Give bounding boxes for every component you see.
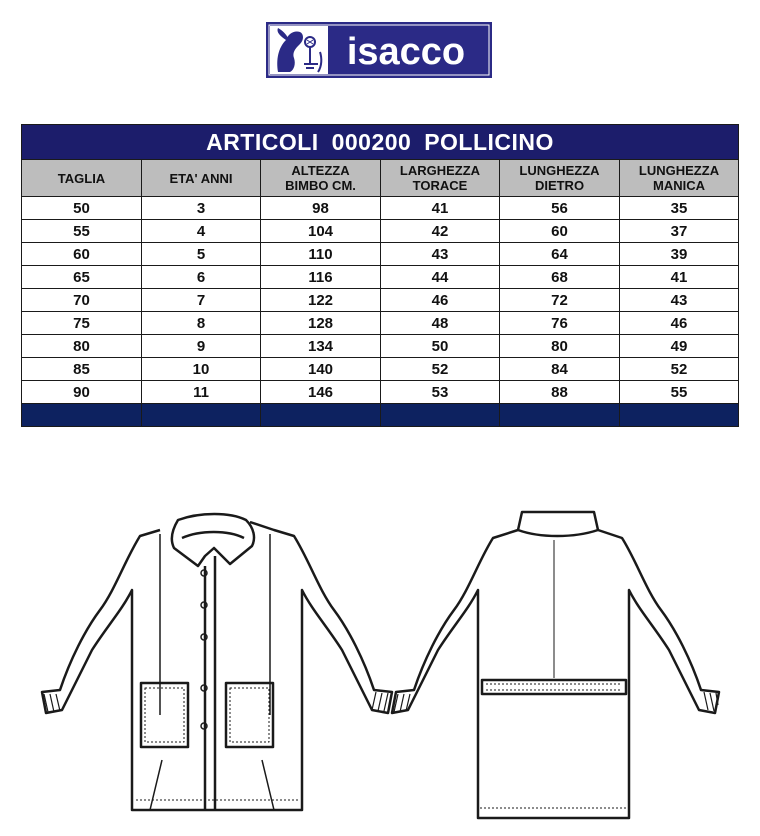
table-row (22, 243, 739, 266)
table-cell: 52 (620, 358, 739, 381)
table-row (22, 197, 739, 220)
table-row (22, 220, 739, 243)
column-header (620, 160, 739, 197)
table-cell: 52 (381, 358, 500, 381)
column-header (381, 160, 500, 197)
table-cell: 64 (500, 243, 620, 266)
front-body-outline (42, 522, 392, 810)
table-cell: 3 (142, 197, 261, 220)
footer-cell (261, 404, 381, 427)
table-cell: 56 (500, 197, 620, 220)
column-header-line1: ETA' ANNI (169, 170, 233, 186)
front-placket (205, 556, 215, 810)
column-header-line1: LUNGHEZZA (638, 163, 720, 178)
table-cell: 8 (142, 312, 261, 335)
column-header-line2: TORACE (412, 178, 468, 193)
back-body-outline (392, 512, 719, 818)
column-header-line1: TAGLIA (57, 170, 106, 186)
table-cell: 50 (381, 335, 500, 358)
front-side-vents (150, 760, 274, 810)
table-cell: 9 (142, 335, 261, 358)
back-belt (482, 680, 626, 694)
front-view (42, 514, 392, 810)
table-header-row (22, 160, 739, 197)
table-cell: 98 (261, 197, 381, 220)
footer-cell (500, 404, 620, 427)
table-body (22, 197, 739, 427)
table-cell: 35 (620, 197, 739, 220)
table-cell: 10 (142, 358, 261, 381)
column-header-line2: DIETRO (534, 178, 585, 193)
table-cell: 6 (142, 266, 261, 289)
table-row (22, 312, 739, 335)
front-collar (172, 514, 254, 566)
table-cell: 44 (381, 266, 500, 289)
table-cell: 128 (261, 312, 381, 335)
table-cell: 70 (22, 289, 142, 312)
table-cell: 122 (261, 289, 381, 312)
table-cell: 88 (500, 381, 620, 404)
brand-logo (266, 22, 492, 78)
column-header (261, 160, 381, 197)
table-cell: 43 (381, 243, 500, 266)
table-row (22, 335, 739, 358)
column-header (142, 160, 261, 197)
table-cell: 140 (261, 358, 381, 381)
table-cell: 146 (261, 381, 381, 404)
table-cell: 49 (620, 335, 739, 358)
table-cell: 50 (22, 197, 142, 220)
table-cell: 85 (22, 358, 142, 381)
table-row (22, 381, 739, 404)
table-cell: 42 (381, 220, 500, 243)
table-row (22, 358, 739, 381)
table-cell: 84 (500, 358, 620, 381)
table-cell: 90 (22, 381, 142, 404)
table-cell: 104 (261, 220, 381, 243)
column-header (22, 160, 142, 197)
table-cell: 5 (142, 243, 261, 266)
footer-cell (620, 404, 739, 427)
back-view (392, 512, 719, 818)
column-header-line1: LUNGHEZZA (519, 163, 600, 178)
table-cell: 55 (22, 220, 142, 243)
footer-cell (381, 404, 500, 427)
table-row (22, 266, 739, 289)
table-cell: 80 (500, 335, 620, 358)
size-table (21, 124, 739, 427)
garment-illustration (0, 500, 760, 836)
table-cell: 39 (620, 243, 739, 266)
brand-name: isacco (346, 31, 466, 73)
table-cell: 110 (261, 243, 381, 266)
table-cell: 134 (261, 335, 381, 358)
table-footer-row (22, 404, 739, 427)
table-cell: 72 (500, 289, 620, 312)
table-row (22, 289, 739, 312)
table-cell: 7 (142, 289, 261, 312)
table-cell: 46 (381, 289, 500, 312)
footer-cell (142, 404, 261, 427)
table-cell: 80 (22, 335, 142, 358)
table-cell: 43 (620, 289, 739, 312)
footer-cell (22, 404, 142, 427)
back-collar (518, 530, 598, 536)
table-cell: 4 (142, 220, 261, 243)
table-cell: 116 (261, 266, 381, 289)
table-cell: 37 (620, 220, 739, 243)
column-header-line1: ALTEZZA (291, 163, 350, 178)
column-header-line2: BIMBO CM. (285, 178, 356, 193)
table-cell: 11 (142, 381, 261, 404)
column-header-line1: LARGHEZZA (399, 163, 481, 178)
table-cell: 53 (381, 381, 500, 404)
table-cell: 65 (22, 266, 142, 289)
column-header-line2: MANICA (653, 178, 705, 193)
table-cell: 60 (500, 220, 620, 243)
front-pockets (141, 683, 273, 747)
table-cell: 41 (620, 266, 739, 289)
table-title: ARTICOLI 000200 POLLICINO (22, 125, 739, 160)
table-cell: 68 (500, 266, 620, 289)
table-cell: 41 (381, 197, 500, 220)
column-header (500, 160, 620, 197)
table-cell: 75 (22, 312, 142, 335)
table-cell: 46 (620, 312, 739, 335)
table-cell: 48 (381, 312, 500, 335)
table-cell: 55 (620, 381, 739, 404)
table-cell: 76 (500, 312, 620, 335)
table-cell: 60 (22, 243, 142, 266)
